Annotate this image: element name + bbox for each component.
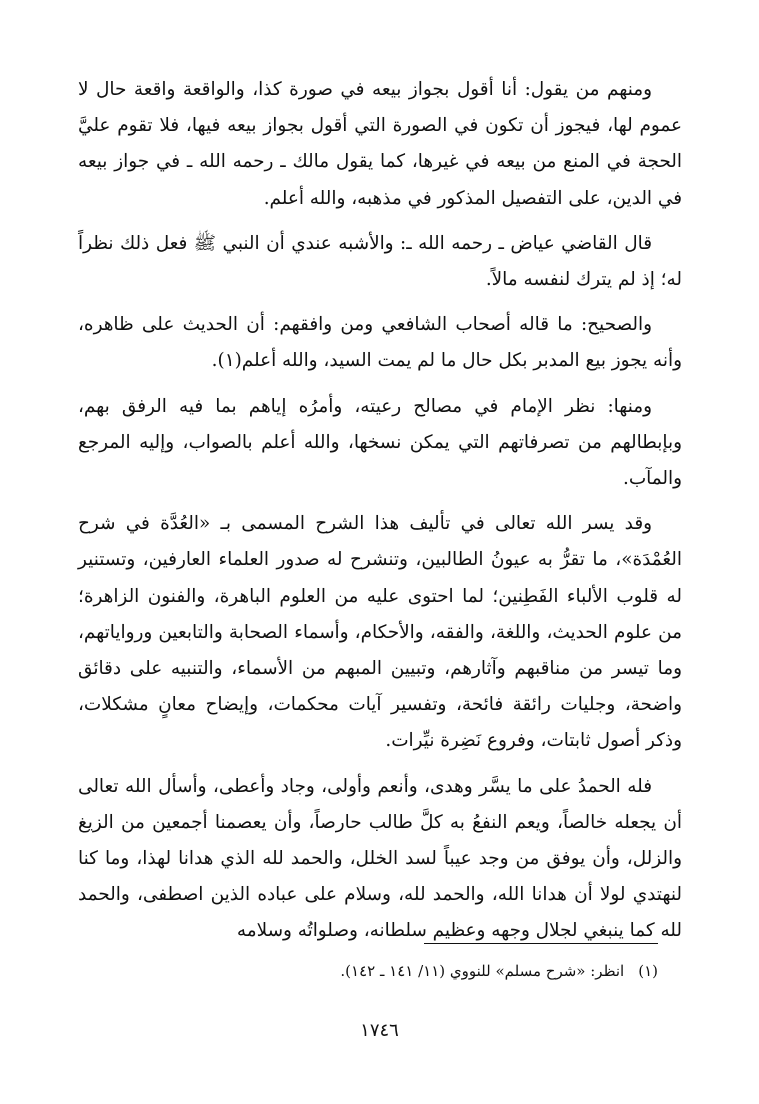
paragraph-2: قال القاضي عياض ـ رحمه الله ـ: والأشبه عندي أن النبي ﷺ فعل ذلك نظراً له؛ إذ لم يترك لنفسه مالاً. <box>78 232 682 291</box>
footnote-text: انظر: «شرح مسلم» للنووي (١١/ ١٤١ ـ ١٤٢). <box>340 962 625 980</box>
main-text <box>78 72 682 959</box>
paragraph-4: ومنها: نظر الإمام في مصالح رعيته، وأمرُه إياهم بما فيه الرفق بهم، وبإبطالهم من تصرفاتهم التي يمكن نسخها، والله أعلم بالصواب، وإليه المرجع والمآب. <box>78 395 682 490</box>
page-number: ١٧٤٦ <box>360 1020 399 1041</box>
footnote-number: (١) <box>638 962 658 980</box>
paragraph-5: وقد يسر الله تعالى في تأليف هذا الشرح المسمى بـ «العُدَّة في شرح العُمْدَة»، ما تقرُّ به عيونُ الطالبين، وتنشرح له صدور العلماء العارفين، وتستنير له قلوب الألباء الفَطِنين؛ لما احتوى عليه من العلوم الباهرة، والفنون الزاهرة؛ من علوم الحديث، واللغة، والفقه، والأحكام، وأسماء الصحابة والتابعين ورواياتهم، وما تيسر من مناقبهم وآثارهم، وتبيين المبهم من الأسماء، والتنبيه على دقائق واضحة، وجليات رائقة فائحة، وتفسير آيات محكمات، وإيضاح معانٍ مشكلات، وذكر أصول ثابتات، وفروع نَضِرة نيِّرات. <box>78 513 682 752</box>
paragraph-6: فله الحمدُ على ما يسَّر وهدى، وأنعم وأولى، وجاد وأعطى، وأسأل الله تعالى أن يجعله خالصاً، ويعم النفعُ به كلَّ طالب حارصاً، وأن يعصمنا أجمعين من الزيغ والزلل، وأن يوفق من وجد عيباً لسد الخلل، والحمد لله الذي هدانا لهذا، وما كنا لنهتدي لولا أن هدانا الله، والحمد لله، وسلام على عباده الذين اصطفى، والحمد لله كما ينبغي لجلال وجهه وعظيم سلطانه، وصلواتُه وسلامه <box>78 775 682 942</box>
footnote <box>78 958 658 984</box>
paragraph-1: ومنهم من يقول: أنا أقول بجواز بيعه في صورة كذا، والواقعة واقعة حال لا عموم لها، فيجوز أن تكون في الصورة التي أقول بجواز بيعه فيها، فلا تقوم عليَّ الحجة في المنع من بيعه في غيرها، كما يقول مالك ـ رحمه الله ـ في جواز بيعه في الدين، على التفصيل المذكور في مذهبه، والله أعلم. <box>78 79 682 209</box>
paragraph-3: والصحيح: ما قاله أصحاب الشافعي ومن وافقهم: أن الحديث على ظاهره، وأنه يجوز بيع المدبر بكل حال ما لم يمت السيد، والله أعلم(١). <box>78 314 682 372</box>
footnote-divider <box>424 943 658 944</box>
